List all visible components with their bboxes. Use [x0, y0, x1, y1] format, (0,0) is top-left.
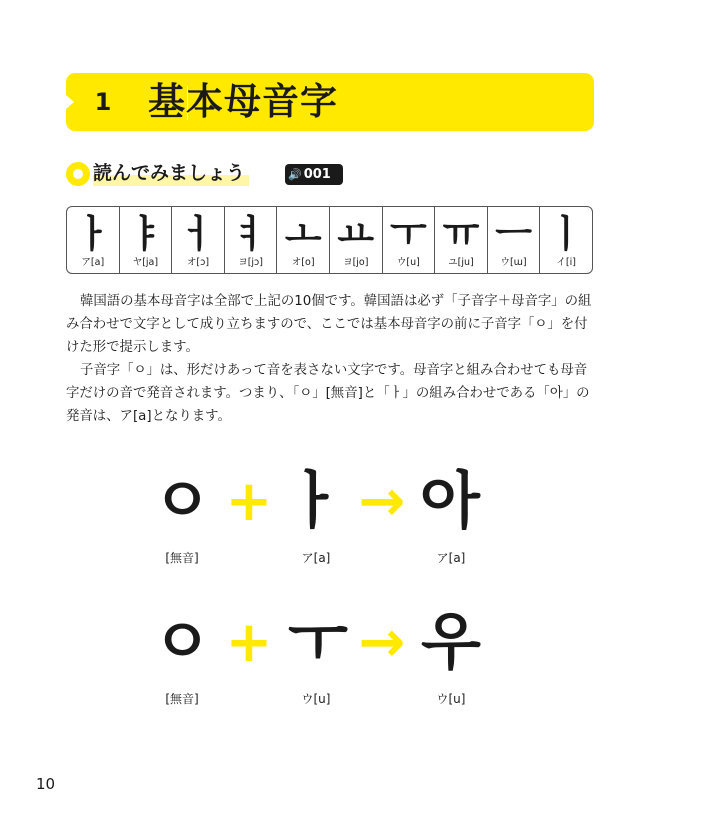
consonant-glyph: ㅇ [152, 464, 212, 537]
audio-track-badge[interactable] [285, 164, 343, 185]
arrow-right-icon: → [358, 469, 406, 534]
bullet-circle-icon [66, 162, 90, 186]
vowel-cell [487, 207, 540, 273]
consonant-label: [無音] [165, 551, 199, 565]
vowel-glyph: ㅛ [337, 212, 375, 256]
vowel-cell [434, 207, 487, 273]
subsection-title: 読んでみましょう [93, 160, 249, 186]
vowel-glyph: ㅗ [284, 212, 322, 256]
result-syllable: 우 [421, 605, 481, 678]
arrow-right-icon: → [358, 610, 406, 675]
page-number: 10 [36, 775, 56, 793]
plus-sign: + [225, 610, 273, 675]
vowel-pronunciation: オ[ɔ] [186, 257, 210, 268]
vowel-pronunciation: ヤ[ja] [132, 257, 159, 268]
vowel-cell [171, 207, 224, 273]
result-label: ウ[u] [436, 692, 466, 706]
section-number: 1 [94, 88, 112, 116]
explanation-text [66, 290, 596, 428]
vowel-glyph: ㅏ [74, 212, 112, 256]
vowel-glyph: ㅏ [284, 464, 344, 537]
vowel-glyph: ㅜ [390, 212, 427, 256]
vowel-glyph: ㅠ [442, 212, 480, 256]
vowel-cell [539, 207, 592, 273]
section-banner [66, 73, 594, 131]
vowel-glyph: ㅡ [495, 212, 532, 256]
vowel-pronunciation: ア[a] [81, 257, 105, 268]
vowel-pronunciation: オ[o] [291, 257, 315, 268]
vowel-cell [382, 207, 435, 273]
vowel-label: ウ[u] [301, 692, 331, 706]
vowel-glyph: ㅑ [127, 212, 164, 256]
paragraph-1: 韓国語の基本母音字は全部で上記の10個です。韓国語は必ず「子音字＋母音字」の組み合わせで文字として成り立ちますので、ここでは基本母音字の前に子音字「ㅇ」を付けた形で提示します。 [66, 294, 592, 355]
result-label: ア[a] [436, 551, 466, 565]
vowel-glyph: ㅜ [288, 605, 348, 678]
section-title: 基本母音字 [148, 80, 338, 123]
plus-sign: + [225, 469, 273, 534]
vowel-table [66, 206, 593, 274]
vowel-cell [276, 207, 329, 273]
vowel-cell [67, 207, 119, 273]
vowel-pronunciation: ヨ[jɔ] [238, 257, 263, 268]
result-syllable: 아 [420, 464, 480, 537]
vowel-glyph: ㅓ [179, 212, 217, 256]
vowel-glyph: ㅕ [232, 212, 269, 256]
paragraph-2: 子音字「ㅇ」は、形だけあって音を表さない文字です。母音字と組み合わせても母音字だけの音で発音されます。つまり、「ㅇ」[無音]と「ㅏ」の組み合わせである「아」の発音は、ア[a]となります。 [66, 363, 590, 424]
audio-track-number: 001 [303, 167, 331, 182]
vowel-glyph: ㅣ [547, 212, 585, 256]
vowel-cell [119, 207, 172, 273]
consonant-label: [無音] [165, 692, 199, 706]
vowel-pronunciation: ウ[u] [396, 257, 420, 268]
vowel-label: ア[a] [301, 551, 331, 565]
vowel-cell [224, 207, 277, 273]
vowel-cell [329, 207, 382, 273]
consonant-glyph: ㅇ [152, 605, 212, 678]
vowel-pronunciation: ユ[ju] [448, 257, 474, 268]
vowel-pronunciation: イ[i] [556, 257, 576, 268]
vowel-pronunciation: ヨ[jo] [343, 257, 369, 268]
speaker-icon: 🔊 [288, 168, 302, 181]
vowel-pronunciation: ウ[ɯ] [500, 257, 527, 268]
banner-notch [66, 95, 74, 109]
